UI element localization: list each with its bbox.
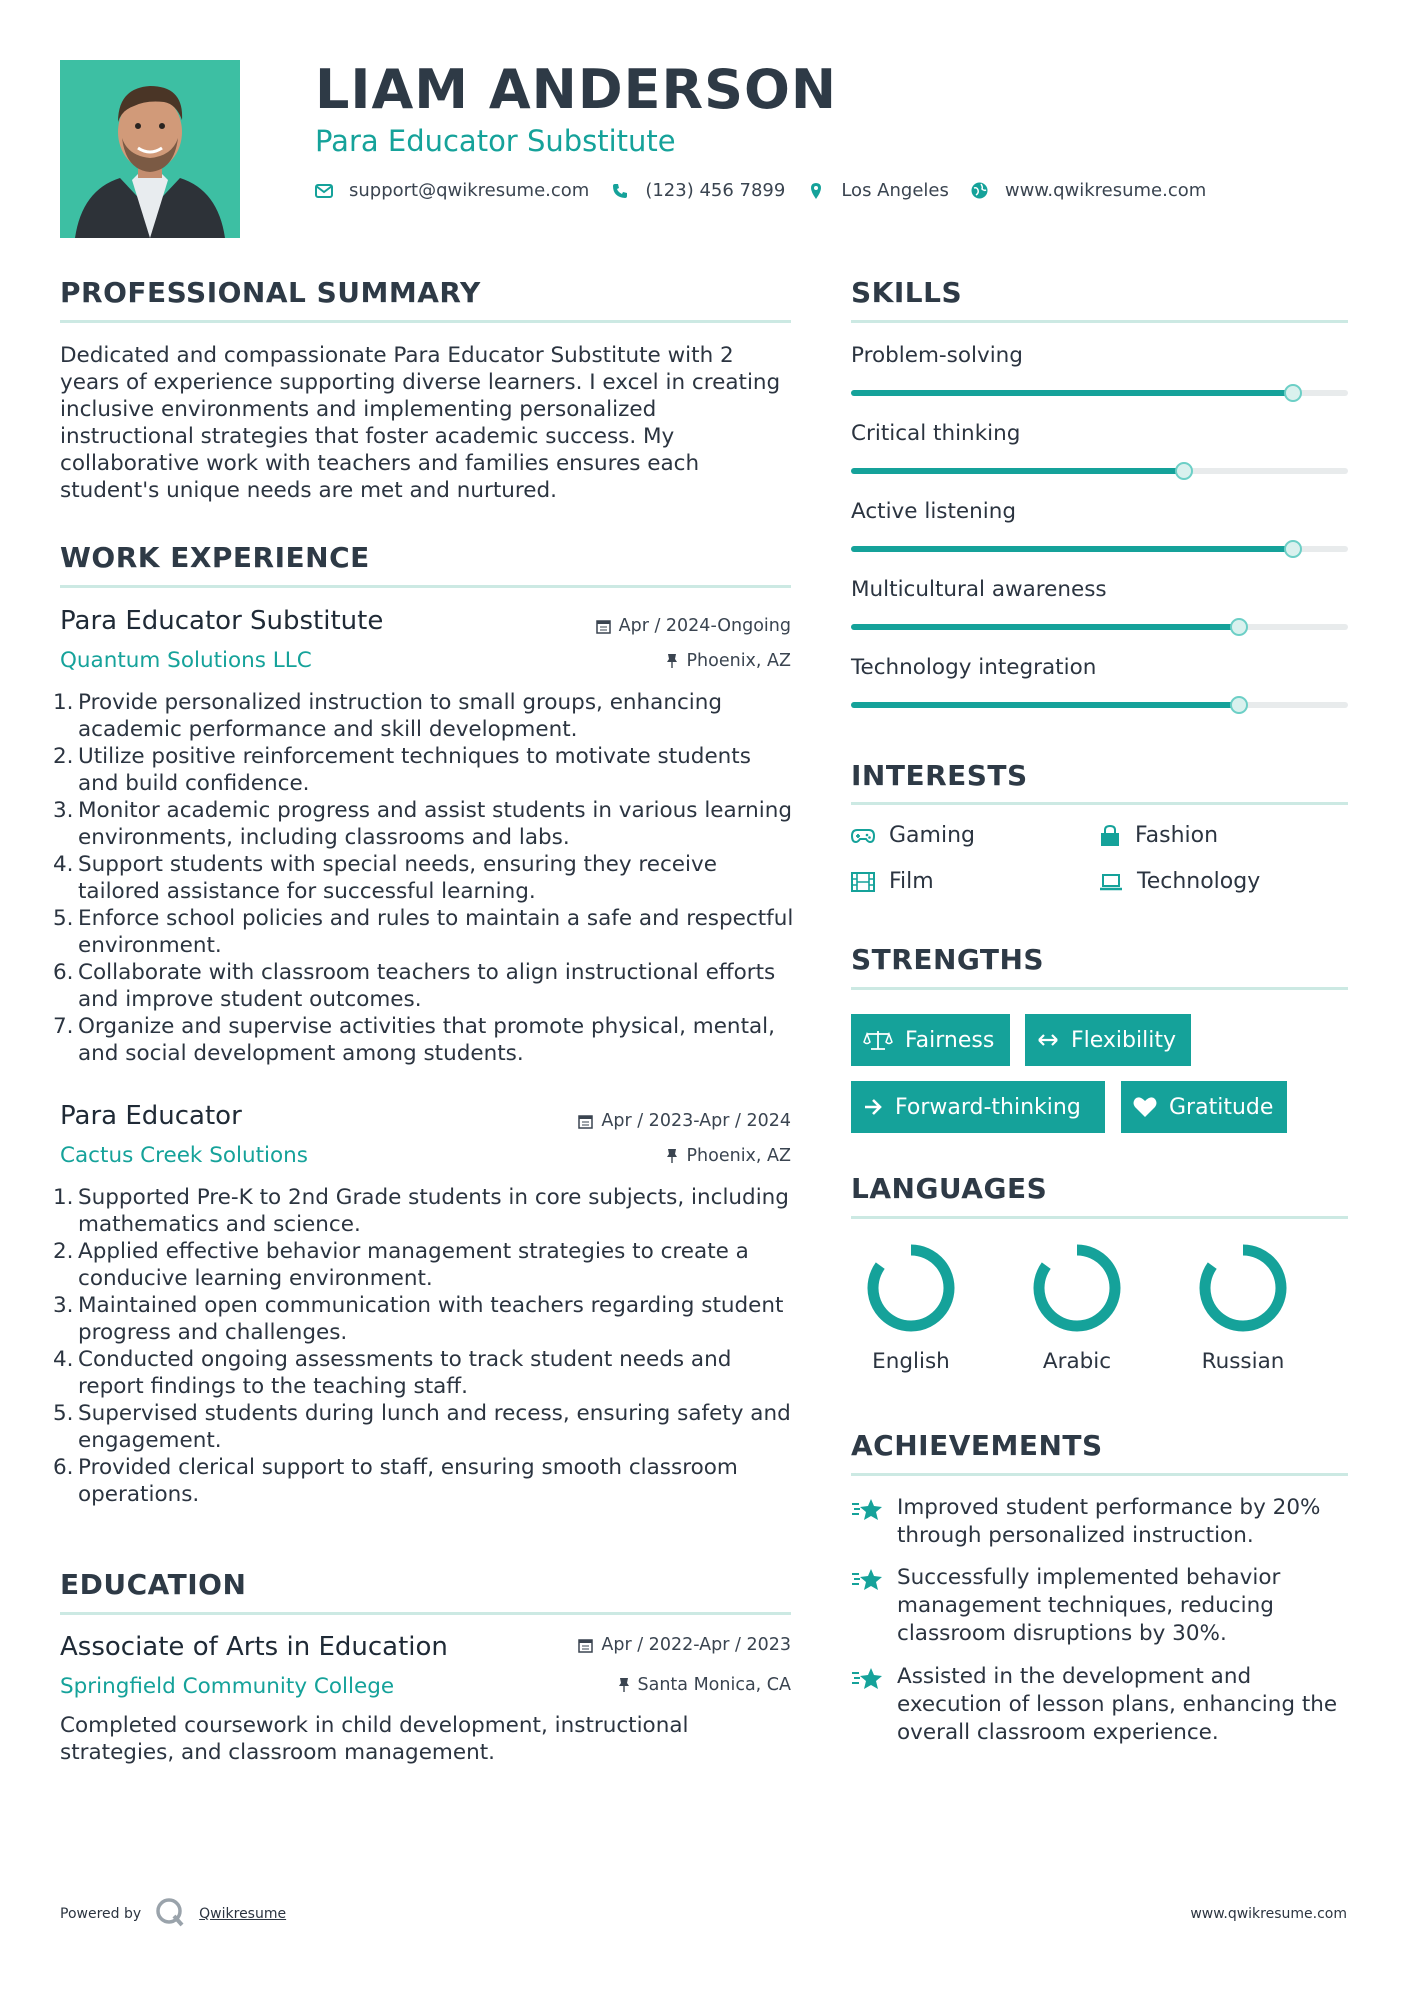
gamepad-icon [851,828,875,844]
skill-bar-fill [851,624,1239,630]
skill-bar-knob [1284,540,1302,558]
list-item: 6. Provided clerical support to staff, ensuring smooth classroom operations. [53,1455,738,1507]
list-item: 3. Monitor academic progress and assist students in various learning environments, including classrooms and labs. [53,798,793,850]
arrows-horizontal-icon [1037,1033,1059,1047]
shooting-star-icon [851,1665,885,1693]
achievement-item [851,1663,1348,1747]
strength-label: Flexibility [1071,1027,1176,1053]
pushpin-icon [618,1677,630,1693]
job-title: Para Educator Substitute [60,606,384,636]
achievement-text: Improved student performance by 20% through personalized instruction. [897,1495,1321,1548]
skill-bar-fill [851,702,1239,708]
contact-phone[interactable]: (123) 456 7899 [645,180,786,201]
education-description: Completed coursework in child development, instructional strategies, and classroom management. [60,1713,689,1765]
skill-label: Active listening [851,499,1017,524]
list-item: 1. Provide personalized instruction to small groups, enhancing academic performance and skill development. [53,690,723,742]
contact-website[interactable]: www.qwikresume.com [1004,180,1207,201]
skill-label: Critical thinking [851,421,1021,446]
summary-heading: PROFESSIONAL SUMMARY [60,276,481,309]
achievement-item [851,1564,1348,1648]
achievement-item [851,1494,1348,1550]
interest-item [1099,823,1218,848]
strength-label: Forward-thinking [895,1094,1081,1120]
language-label: English [872,1349,950,1374]
skill-bar-fill [851,390,1293,396]
qwikresume-link[interactable]: Qwikresume [199,1906,287,1922]
interest-label: Gaming [889,823,975,848]
skill-bar-knob [1230,618,1248,636]
achievement-text: Successfully implemented behavior management techniques, reducing classroom disruptions by 30%. [897,1565,1281,1646]
skills-heading: SKILLS [851,276,963,309]
languages-divider [851,1216,1348,1219]
job-bullets [53,689,795,1067]
contact-email[interactable]: support@qwikresume.com [349,180,590,201]
candidate-title: Para Educator Substitute [315,124,676,158]
skill-bar-knob [1175,462,1193,480]
education-divider [60,1612,791,1615]
skill-label: Technology integration [851,655,1097,680]
achievements-heading: ACHIEVEMENTS [851,1429,1103,1462]
education-location-text: Santa Monica, CA [637,1675,791,1695]
interest-label: Film [889,869,934,894]
language-level-arc [873,1250,949,1326]
qwikresume-logo-icon [155,1897,185,1931]
skill-bar [851,390,1348,396]
skill-bar-knob [1230,696,1248,714]
footer-website[interactable]: www.qwikresume.com [1190,1906,1347,1922]
skills-divider [851,320,1348,323]
skill-bar [851,702,1348,708]
envelope-icon [315,182,333,200]
contact-row [315,180,1228,201]
shooting-star-icon [851,1566,885,1594]
job-location [666,1146,791,1166]
map-pin-icon [807,182,825,200]
job-bullets [53,1184,795,1508]
calendar-icon [578,1114,593,1129]
strength-badge [851,1014,1010,1066]
pushpin-icon [666,653,678,669]
job-dates [596,616,791,636]
language-label: Russian [1201,1349,1285,1374]
list-item: 6. Collaborate with classroom teachers to align instructional efforts and improve student outcomes. [53,960,776,1012]
interest-item [1099,869,1260,894]
job-dates [578,1111,791,1131]
achievement-text: Assisted in the development and execution of lesson plans, enhancing the overall classroom experience. [897,1664,1338,1745]
achievements-divider [851,1473,1348,1476]
skill-label: Problem-solving [851,343,1023,368]
skill-bar-fill [851,546,1293,552]
list-item: 4. Conducted ongoing assessments to track student needs and report findings to the teaching staff. [53,1347,732,1399]
calendar-icon [578,1638,593,1653]
film-icon [851,872,875,892]
strength-badge [1025,1014,1191,1066]
education-location [618,1675,792,1695]
interest-item [851,823,975,848]
job-location-text: Phoenix, AZ [686,1146,791,1166]
education-dates-text: Apr / 2022-Apr / 2023 [601,1635,791,1655]
list-item: 4. Support students with special needs, ensuring they receive tailored assistance for successful learning. [53,852,717,904]
interest-label: Technology [1137,869,1261,894]
interests-divider [851,802,1348,805]
job-dates-text: Apr / 2024-Ongoing [618,616,791,636]
list-item: 5. Enforce school policies and rules to maintain a safe and respectful environment. [53,906,794,958]
balance-scale-icon [863,1029,893,1051]
skill-label: Multicultural awareness [851,577,1107,602]
experience-divider [60,585,791,588]
list-item: 1. Supported Pre-K to 2nd Grade students in core subjects, including mathematics and science. [53,1185,789,1237]
language-item [1012,1241,1142,1374]
heart-icon [1133,1096,1157,1118]
footer-powered-by [60,1897,286,1931]
laptop-icon [1099,873,1123,891]
skill-bar [851,468,1348,474]
globe-icon [971,182,989,200]
powered-by-label: Powered by [60,1906,142,1922]
school-name: Springfield Community College [60,1674,395,1699]
education-dates [578,1635,791,1655]
strengths-heading: STRENGTHS [851,943,1045,976]
language-level-arc [1205,1250,1281,1326]
education-heading: EDUCATION [60,1568,247,1601]
skill-bar [851,624,1348,630]
job-dates-text: Apr / 2023-Apr / 2024 [601,1111,791,1131]
list-item: 2. Applied effective behavior management strategies to create a conducive learning environment. [53,1239,749,1291]
strength-badge [851,1081,1105,1133]
language-level-ring [1196,1241,1290,1335]
interest-item [851,869,934,894]
language-level-arc [1039,1250,1115,1326]
summary-text: Dedicated and compassionate Para Educator Substitute with 2 years of experience supporting diverse learners. I excel in creating inclusive environments and implementing personalized instructional strategies that foster academic success. My collaborative work with teachers and families ensures each student's unique needs are met and nurtured. [60,343,781,503]
job-location [666,651,791,671]
list-item: 3. Maintained open communication with teachers regarding student progress and challenges. [53,1293,784,1345]
job-location-text: Phoenix, AZ [686,651,791,671]
list-item: 7. Organize and supervise activities that promote physical, mental, and social development among students. [53,1014,775,1066]
calendar-icon [596,619,611,634]
job-company: Cactus Creek Solutions [60,1143,309,1168]
job-company: Quantum Solutions LLC [60,648,312,673]
languages-heading: LANGUAGES [851,1172,1048,1205]
candidate-name: LIAM ANDERSON [315,58,838,121]
list-item: 2. Utilize positive reinforcement techniques to motivate students and build confidence. [53,744,751,796]
pushpin-icon [666,1148,678,1164]
skill-bar-knob [1284,384,1302,402]
experience-heading: WORK EXPERIENCE [60,541,370,574]
skill-bar-fill [851,468,1184,474]
degree-title: Associate of Arts in Education [60,1632,448,1662]
skill-bar [851,546,1348,552]
shopping-bag-icon [1099,825,1121,847]
strength-label: Gratitude [1169,1094,1274,1120]
language-level-ring [1030,1241,1124,1335]
arrow-right-icon [863,1098,883,1116]
shooting-star-icon [851,1496,885,1524]
profile-photo [60,60,240,238]
summary-divider [60,320,791,323]
list-item: 5. Supervised students during lunch and recess, ensuring safety and engagement. [53,1401,791,1453]
strength-label: Fairness [905,1027,995,1053]
contact-location: Los Angeles [841,180,949,201]
strength-badge [1121,1081,1287,1133]
interest-label: Fashion [1135,823,1219,848]
language-label: Arabic [1042,1349,1112,1374]
language-item [1178,1241,1308,1374]
language-item [846,1241,976,1374]
interests-heading: INTERESTS [851,759,1028,792]
job-title: Para Educator [60,1101,242,1131]
strengths-divider [851,987,1348,990]
phone-icon [611,182,629,200]
language-level-ring [864,1241,958,1335]
